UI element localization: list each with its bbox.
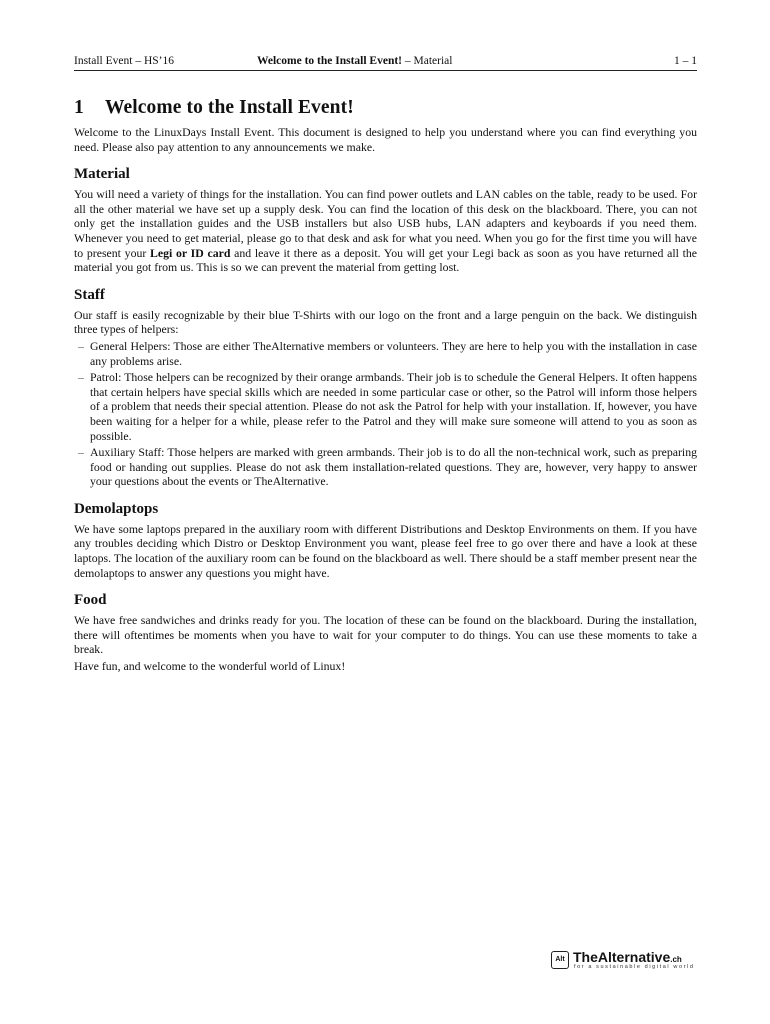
- section-number: 1: [74, 97, 84, 118]
- staff-list-item: [78, 445, 697, 489]
- header-right-page-number: 1 – 1: [674, 55, 697, 67]
- page-header: [74, 55, 697, 71]
- material-text-b: and leave it there as a deposit. You will get your Legi back as soon as you have returned all the material you got from us. This is so we can prevent the material from getting lost.: [74, 245, 698, 275]
- staff-item-text: Auxiliary Staff: Those helpers are marked with green armbands. Their job is to do all the non-technical work, such as preparing food or handing out supplies. Please do not ask them installation-related questions. They are, however, very happy to answer your questions about the events or TheAlternative.: [90, 445, 697, 489]
- logo-suffix: .ch: [670, 955, 682, 964]
- logo-name-text: TheAlternative: [573, 949, 671, 965]
- header-center-rest: – Material: [402, 55, 453, 67]
- logo-name: [573, 949, 682, 965]
- food-paragraph: We have free sandwiches and drinks ready for you. The location of these can be found on the blackboard. During the installation, there will oftentimes be moments when you have to wait for your computer to do things. You can use these moments to take a break.: [74, 613, 697, 657]
- section-title: [74, 97, 697, 119]
- staff-heading: Staff: [74, 286, 105, 303]
- alt-logo-icon: Alt: [551, 951, 569, 969]
- demolaptops-paragraph: We have some laptops prepared in the auxiliary room with different Distributions and Desktop Environments on them. If you have any troubles deciding which Distro or Desktop Environment you want, please feel free to go over there and have a look at these laptops. The location of the auxiliary room can be found on the blackboard as well. There should be a staff member present near the demolaptops to answer any questions you might have.: [74, 521, 697, 580]
- header-center-title: Welcome to the Install Event!: [257, 55, 403, 67]
- material-paragraph: [74, 187, 697, 275]
- staff-list-item: [78, 370, 697, 443]
- logo-tagline: for a sustainable digital world: [574, 964, 695, 970]
- demolaptops-heading: Demolaptops: [74, 500, 159, 517]
- material-text-a: You will need a variety of things for the installation. You can find power outlets and LAN cables on the table, ready to be used. For all the other material we have set up a supply desk. You can find the location of this desk on the blackboard. There, you can not only get the installation guides and the USB installers but also USB hubs, LAN adapters and keyboards if you need them. Whenever you need to get material, please go to that desk and ask for what you need. When you go for the first time you will have to present your: [74, 187, 697, 260]
- staff-intro: Our staff is easily recognizable by their blue T-Shirts with our logo on the front and a large penguin on the back. We distinguish three types of helpers:: [74, 307, 697, 337]
- material-text-bold: Legi or ID card: [150, 245, 231, 260]
- staff-item-text: General Helpers: Those are either TheAlternative members or volunteers. They are here to help you with the installation in case any problems arise.: [90, 338, 697, 368]
- thealternative-logo: [551, 949, 699, 973]
- staff-list: [74, 339, 697, 489]
- dash-bullet: –: [78, 370, 84, 385]
- material-heading: Material: [74, 166, 130, 183]
- food-heading: Food: [74, 592, 107, 609]
- dash-bullet: –: [78, 338, 84, 353]
- staff-item-text: Patrol: Those helpers can be recognized by their orange armbands. Their job is to schedule the General Helpers. It often happens that certain helpers have special skills which are needed in some particular case or other, so the Patrol will inform those helpers of a problem that needs their special attention. Please do not ask the Patrol for help with your installation. If, however, you have been waiting for a helper for a while, please refer to the Patrol and they will make sure someone will attend to you as soon as possible.: [90, 370, 697, 443]
- intro-paragraph: Welcome to the LinuxDays Install Event. This document is designed to help you understand where you can find everything you need. Please also pay attention to any announcements we make.: [74, 125, 697, 154]
- header-center: [257, 55, 452, 67]
- header-left: Install Event – HS’16: [74, 55, 174, 67]
- staff-list-item: [78, 338, 697, 368]
- dash-bullet: –: [78, 445, 84, 460]
- section-title-text: Welcome to the Install Event!: [105, 97, 354, 118]
- document-page: [74, 55, 697, 674]
- closing-paragraph: Have fun, and welcome to the wonderful world of Linux!: [74, 659, 346, 674]
